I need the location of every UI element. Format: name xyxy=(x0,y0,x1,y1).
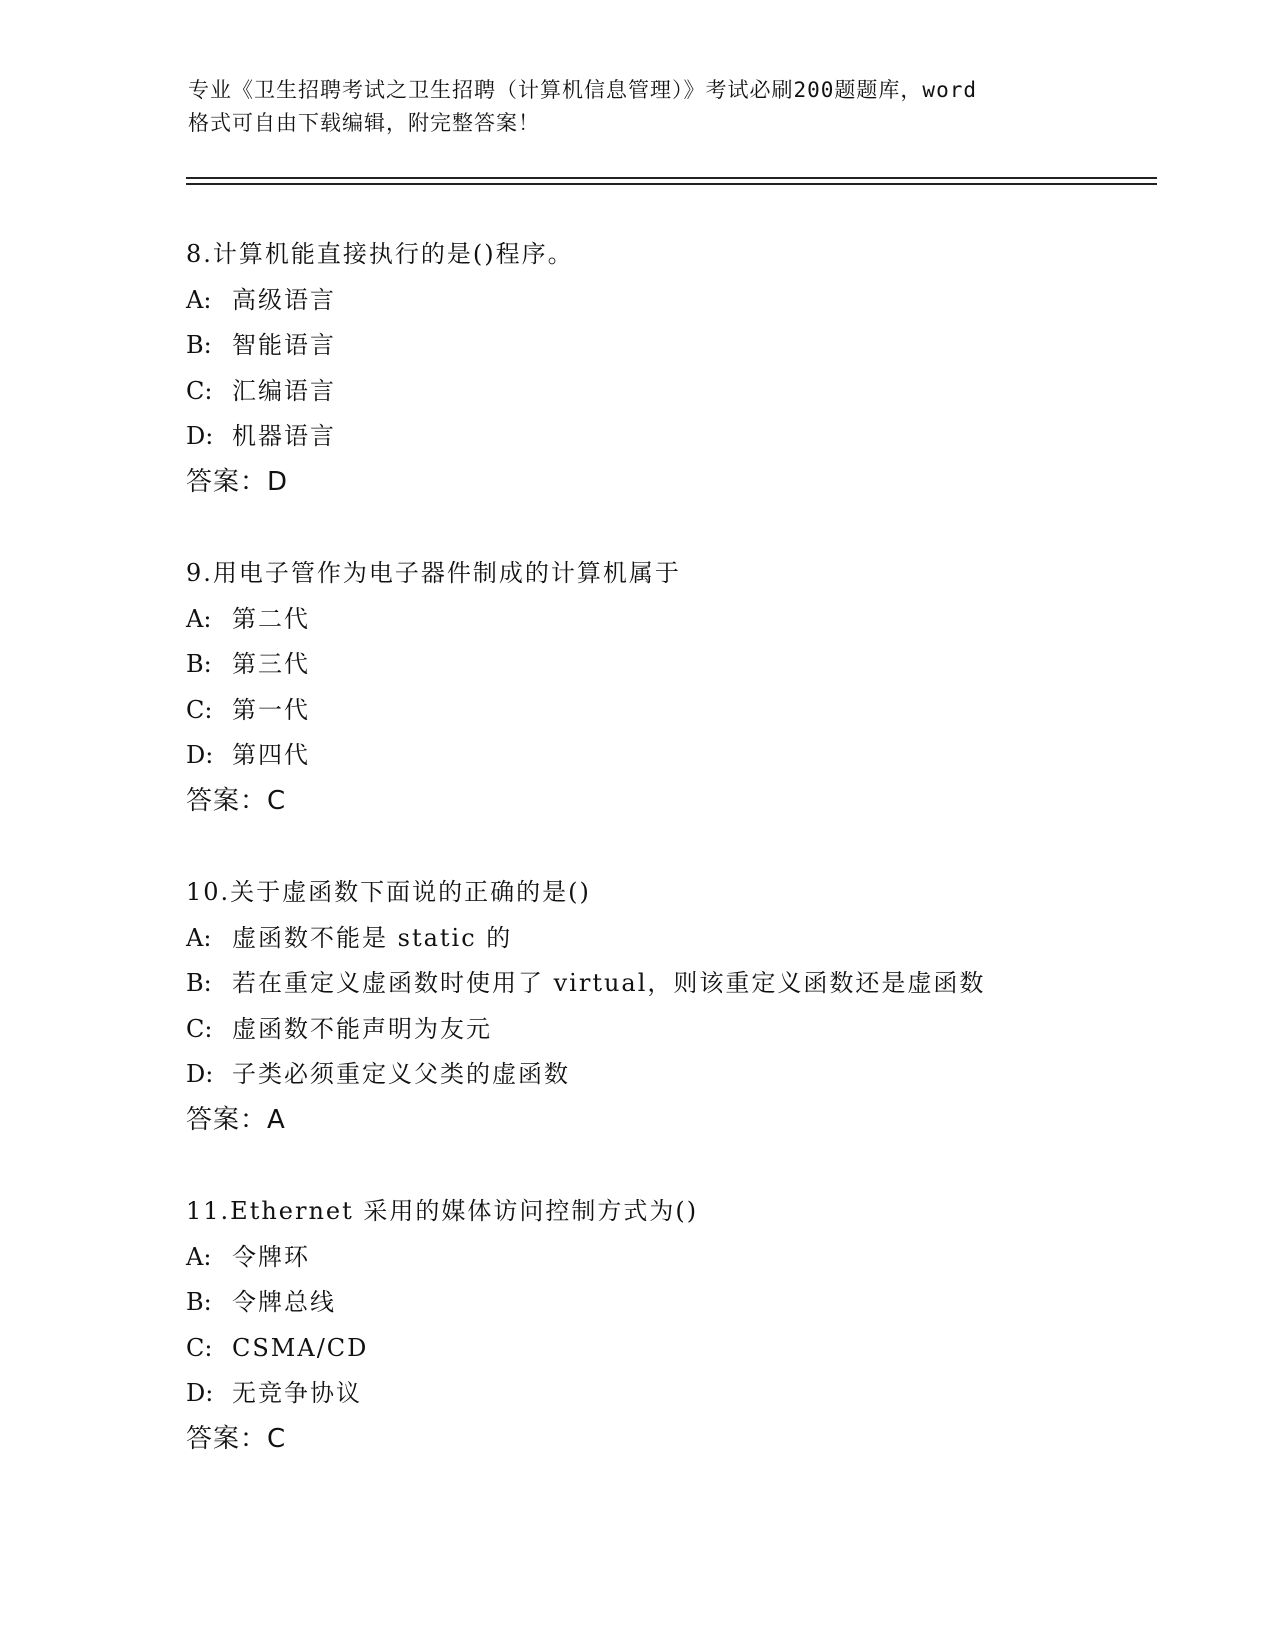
option-text: 若在重定义虚函数时使用了 virtual，则该重定义函数还是虚函数 xyxy=(232,969,986,997)
option-text: 无竞争协议 xyxy=(232,1379,362,1407)
option-text: 机器语言 xyxy=(232,422,336,450)
option-text: 子类必须重定义父类的虚函数 xyxy=(232,1060,570,1088)
option-letter: A: xyxy=(186,1242,212,1271)
answer-line: 答案：C xyxy=(186,1423,287,1454)
option-a xyxy=(186,278,1186,324)
option-text: 智能语言 xyxy=(232,331,336,359)
answer-line: 答案：C xyxy=(186,785,287,816)
option-text: 汇编语言 xyxy=(232,376,336,405)
option-text: 第一代 xyxy=(232,695,310,724)
document-header xyxy=(188,74,1098,140)
header-divider-top xyxy=(186,177,1157,179)
answer-line: 答案：A xyxy=(186,1104,286,1135)
question-8 xyxy=(186,232,1186,505)
option-c xyxy=(186,1326,1186,1372)
option-letter: A: xyxy=(186,604,212,633)
question-10 xyxy=(186,870,1186,1143)
option-c xyxy=(186,688,1186,734)
option-d xyxy=(186,414,1186,460)
question-stem: 8.计算机能直接执行的是()程序。 xyxy=(186,240,574,268)
option-letter: D: xyxy=(186,422,214,450)
option-letter: A: xyxy=(186,285,212,314)
option-text: 令牌总线 xyxy=(232,1288,336,1316)
option-text: 第二代 xyxy=(232,604,310,633)
option-letter: A: xyxy=(186,923,212,952)
option-letter: C: xyxy=(186,1014,213,1043)
question-stem: 9.用电子管作为电子器件制成的计算机属于 xyxy=(186,559,681,587)
option-a xyxy=(186,1235,1186,1281)
option-c xyxy=(186,1007,1186,1053)
option-text: 高级语言 xyxy=(232,285,336,314)
question-9 xyxy=(186,551,1186,824)
option-text: CSMA/CD xyxy=(232,1333,369,1362)
option-a xyxy=(186,916,1186,962)
option-d xyxy=(186,1371,1186,1417)
option-b xyxy=(186,961,1186,1007)
answer-line: 答案：D xyxy=(186,466,289,497)
option-letter: B: xyxy=(186,969,212,997)
question-stem: 10.关于虚函数下面说的正确的是() xyxy=(186,878,591,906)
option-letter: B: xyxy=(186,331,212,359)
option-b xyxy=(186,1280,1186,1326)
option-text: 虚函数不能声明为友元 xyxy=(232,1014,492,1043)
option-text: 第四代 xyxy=(232,741,310,769)
option-b xyxy=(186,642,1186,688)
option-letter: D: xyxy=(186,741,214,769)
option-c xyxy=(186,369,1186,415)
header-line-1: 专业《卫生招聘考试之卫生招聘（计算机信息管理）》考试必刷200题题库，word xyxy=(188,78,977,102)
header-divider-bottom xyxy=(186,183,1157,185)
header-line-2: 格式可自由下载编辑，附完整答案！ xyxy=(188,111,540,135)
question-11 xyxy=(186,1189,1186,1462)
option-letter: D: xyxy=(186,1379,214,1407)
option-text: 虚函数不能是 static 的 xyxy=(232,923,513,952)
option-d xyxy=(186,733,1186,779)
option-letter: C: xyxy=(186,695,213,724)
option-a xyxy=(186,597,1186,643)
question-stem: 11.Ethernet 采用的媒体访问控制方式为() xyxy=(186,1197,699,1225)
option-letter: C: xyxy=(186,1333,213,1362)
option-b xyxy=(186,323,1186,369)
option-letter: C: xyxy=(186,376,213,405)
option-letter: B: xyxy=(186,650,212,678)
option-letter: D: xyxy=(186,1060,214,1088)
option-letter: B: xyxy=(186,1288,212,1316)
option-text: 第三代 xyxy=(232,650,310,678)
option-text: 令牌环 xyxy=(232,1242,310,1271)
option-d xyxy=(186,1052,1186,1098)
